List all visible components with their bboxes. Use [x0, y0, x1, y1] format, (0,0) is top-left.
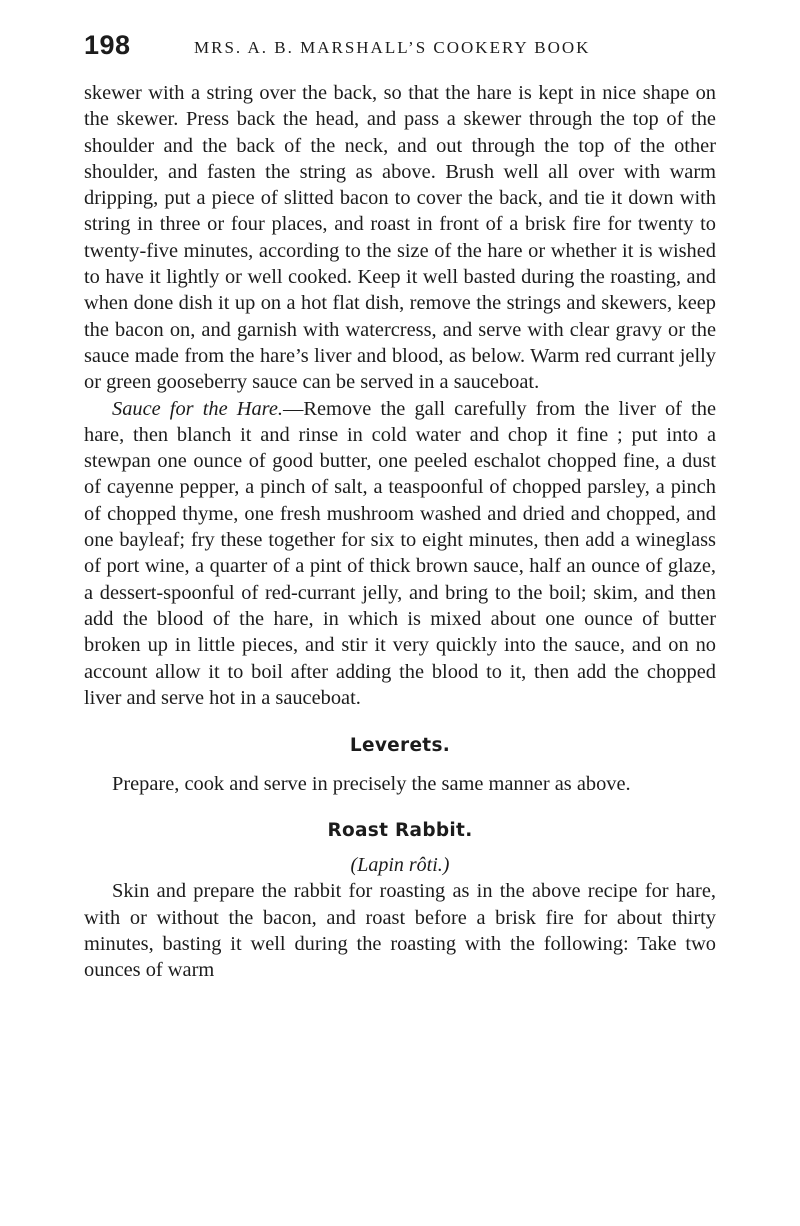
paragraph-leverets: Prepare, cook and serve in precisely the same manner as above.: [112, 773, 631, 796]
page-number: 198: [84, 30, 131, 60]
sauce-subheading: Sauce for the Hare.: [112, 397, 283, 420]
running-header: [84, 30, 716, 66]
french-title: [84, 852, 716, 878]
heading-roast-rabbit: Roast Rabbit.: [327, 819, 473, 841]
running-title: MRS. A. B. MARSHALL’S COOKERY BOOK: [194, 38, 591, 57]
page-body: [84, 80, 716, 984]
sauce-text: —Remove the gall carefully from the liver of the hare, then blanch it and rinse in cold water and chop it fine ; put into a stewpan one ounce of good butter, one peeled eschalot chopped fine, a dust of cayenne pepper, a pinch of salt, a teaspoonful of chopped parsley, a pinch of chopped thyme, one fresh mushroom washed and dried and chopped, and one bayleaf; fry these together for six to eight minutes, then add a wineglass of port wine, a quarter of a pint of thick brown sauce, half an ounce of glaze, a dessert-spoonful of red-currant jelly, and bring to the boil; skim, and then add the blood of the hare, in which is mixed about one ounce of butter broken up in little pieces, and stir it very quickly into the sauce, and on no account allow it to boil after adding the blood to it, then add the chopped liver and serve hot in a sauceboat.: [84, 397, 716, 709]
paragraph-roast-rabbit: Skin and prepare the rabbit for roasting as in the above recipe for hare, with or without the bacon, and roast before a brisk fire for about thirty minutes, basting it well during the roasting with the following: Take two ounces of warm: [84, 880, 716, 982]
heading-leverets: Leverets.: [349, 735, 451, 757]
paragraph-hare-sauce: [84, 396, 716, 712]
paragraph-hare-roasting: skewer with a string over the back, so that the hare is kept in nice shape on the skewer. Press back the head, and pass a skewer through the top of the shoulder and the back of the neck, and out through the top of the other shoulder, and fasten the string as above. Brush well all over with warm dripping, put a piece of slitted bacon to cover the back, and tie it down with string in three or four places, and roast in front of a brisk fire for twenty to twenty-five minutes, according to the size of the hare or whether it is wished to have it lightly or well cooked. Keep it well basted during the roasting, and when done dish it up on a hot flat dish, remove the strings and skewers, keep the bacon on, and garnish with watercress, and serve with clear gravy or the sauce made from the hare’s liver and blood, as below. Warm red currant jelly or green gooseberry sauce can be served in a sauceboat.: [84, 82, 716, 394]
french-title-text: (Lapin rôti.): [350, 854, 450, 877]
